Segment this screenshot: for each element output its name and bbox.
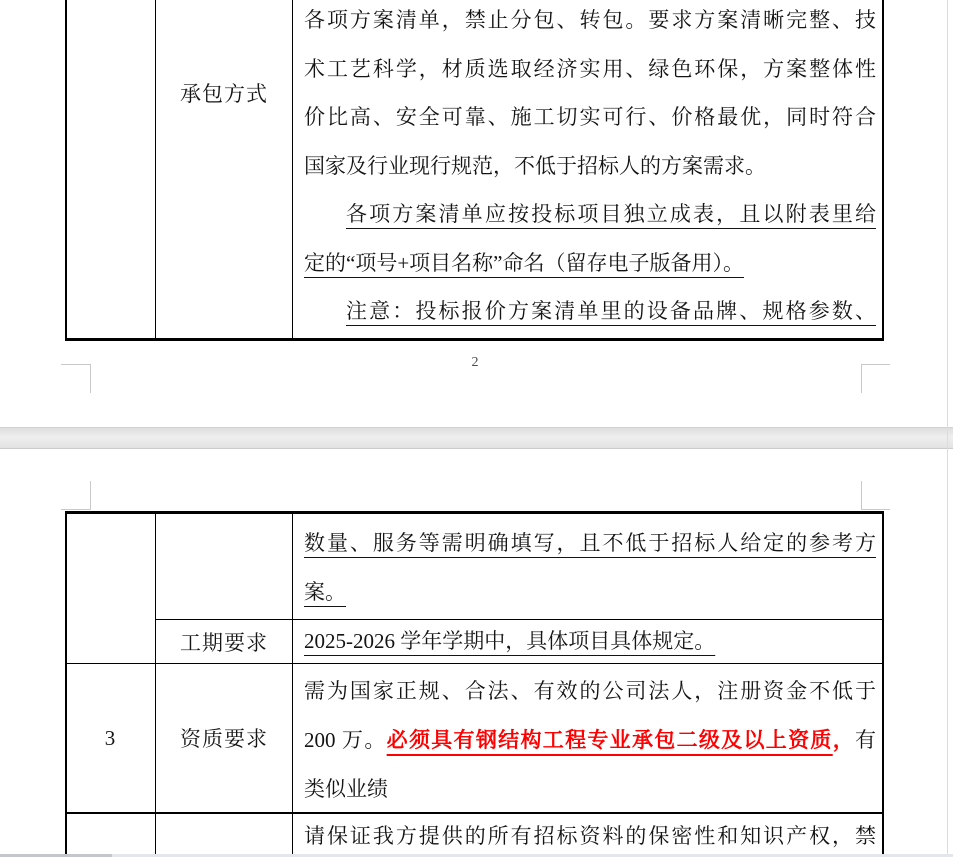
body-line — [304, 620, 876, 663]
body-line-underlined: 注意：投标报价方案清单里的设备品牌、规格参数、 — [346, 299, 876, 323]
footer-page-number: 2 — [471, 355, 479, 370]
qualification-prefix: 200 万。 — [304, 728, 387, 752]
construction-period-label-cell[interactable] — [156, 620, 292, 663]
item-number-cell[interactable] — [66, 664, 155, 812]
confidentiality-content-cell[interactable] — [304, 814, 876, 857]
body-line: 请保证我方提供的所有招标资料的保密性和知识产权，禁 — [304, 824, 876, 848]
body-line-underlined: 定的“项号+项目名称”命名（留存电子版备用）。 — [304, 250, 744, 275]
table-border — [882, 0, 884, 340]
body-line: 类似业绩 — [304, 777, 388, 801]
red-emphasis-text: 必须具有钢结构工程专业承包二级及以上资质 — [386, 728, 833, 752]
table-border — [882, 511, 884, 857]
table-border — [292, 0, 293, 340]
qualification-suffix: 有 — [855, 728, 877, 752]
item-number: 3 — [104, 725, 117, 750]
contract-method-label-cell[interactable] — [156, 70, 292, 116]
body-line: 术工艺科学，材质选取经济实用、绿色环保，方案整体性 — [304, 56, 876, 81]
red-comma: ， — [832, 728, 856, 752]
qualification-label-cell[interactable] — [156, 664, 292, 812]
construction-period-label: 工期要求 — [180, 630, 268, 655]
body-line — [304, 716, 876, 765]
page-separator — [0, 427, 953, 449]
qualification-label: 资质要求 — [180, 727, 268, 751]
qualification-content-cell[interactable] — [304, 667, 876, 814]
body-line: 国家及行业现行规范，不低于招标人的方案需求。 — [304, 153, 766, 178]
table-border — [65, 338, 884, 341]
body-line: 需为国家正规、合法、有效的公司法人，注册资金不低于 — [304, 679, 876, 703]
table-border — [292, 511, 293, 857]
spec-continuation-cell[interactable] — [304, 519, 876, 617]
construction-period-content-cell[interactable] — [304, 620, 876, 663]
body-line-underlined: 案。 — [304, 580, 346, 604]
construction-period-value: 2025-2026 学年学期中，具体项目具体规定。 — [304, 629, 716, 653]
contract-method-label: 承包方式 — [180, 82, 268, 106]
contract-method-content-cell[interactable] — [304, 0, 876, 336]
table-border — [65, 0, 67, 340]
body-line-underlined: 各项方案清单应按投标项目独立成表，且以附表里给 — [346, 202, 876, 226]
table-border — [65, 511, 884, 514]
body-line: 各项方案清单，禁止分包、转包。要求方案清晰完整、技 — [304, 8, 876, 32]
body-line-underlined: 数量、服务等需明确填写，且不低于招标人给定的参考方 — [304, 531, 876, 555]
window-right-edge — [947, 0, 948, 854]
table-border — [155, 0, 156, 340]
body-line: 价比高、安全可靠、施工切实可行、价格最优，同时符合 — [304, 105, 876, 129]
